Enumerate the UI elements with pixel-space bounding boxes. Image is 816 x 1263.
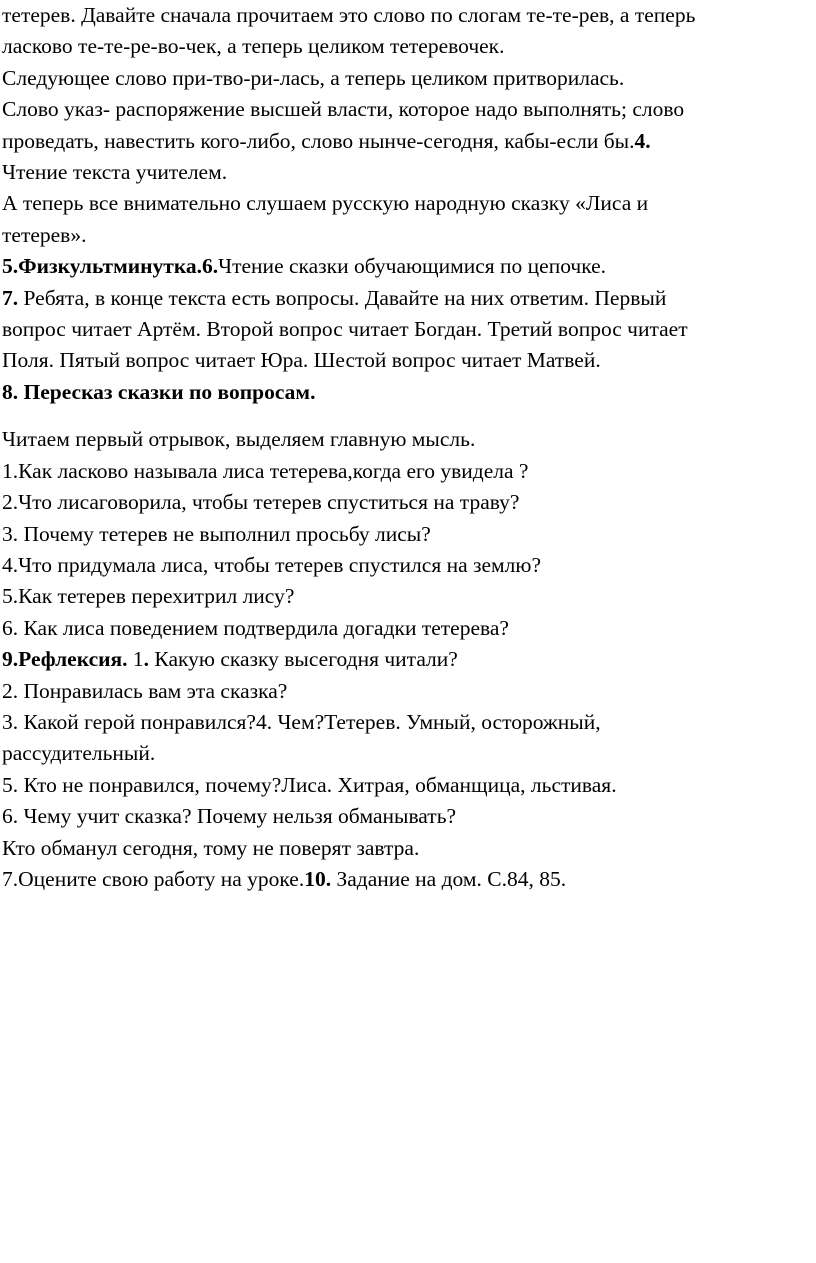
question-item (2, 613, 812, 644)
text-line (2, 707, 812, 738)
text-line (2, 833, 812, 864)
text-span: 5.Как тетерев перехитрил лису? (2, 584, 295, 609)
text-span: 2. Понравилась вам эта сказка? (2, 678, 288, 703)
text-span: Чтение сказки обучающимися по цепочке. (218, 254, 607, 279)
section-heading-5-6: 5.Физкультминутка.6. (2, 254, 219, 279)
question-item (2, 550, 812, 581)
text-line (2, 676, 812, 707)
section-number-4: 4. (634, 128, 651, 153)
text-span: ласково те-те-ре-во-чек, а теперь целиком тетеревочек. (2, 34, 505, 59)
text-line (2, 188, 812, 219)
bold-period: . (143, 647, 150, 672)
text-span: Читаем первый отрывок, выделяем главную мысль. (2, 427, 476, 452)
text-span: 6. Чему учит сказка? Почему нельзя обманывать? (2, 804, 457, 829)
text-line (2, 63, 812, 94)
text-line (2, 801, 812, 832)
question-item (2, 519, 812, 550)
text-line (2, 770, 812, 801)
text-span: Чтение текста учителем. (2, 160, 228, 185)
question-item (2, 456, 812, 487)
heading-text: 8. Пересказ сказки по вопросам. (2, 379, 316, 404)
text-span: Какую сказку высегодня читали? (149, 647, 458, 672)
text-span: 1.Как ласково называла лиса тетерева,когда его увидела ? (2, 458, 529, 483)
section-heading-9: 9.Рефлексия. (2, 647, 128, 672)
text-span: 3. Какой герой понравился?4. Чем?Тетерев. Умный, осторожный, (2, 709, 601, 734)
text-span: 6. Как лиса поведением подтвердила догадки тетерева? (2, 615, 509, 640)
text-line (2, 314, 812, 345)
text-line (2, 345, 812, 376)
text-span: 5. Кто не понравился, почему?Лиса. Хитрая, обманщица, льстивая. (2, 772, 617, 797)
text-line (2, 220, 812, 251)
text-span: А теперь все внимательно слушаем русскую народную сказку «Лиса и (2, 191, 649, 216)
text-line (2, 31, 812, 62)
section-number-10: 10. (304, 866, 332, 891)
text-span: вопрос читает Артём. Второй вопрос читает Богдан. Третий вопрос читает (2, 317, 688, 342)
text-line (2, 424, 812, 455)
section-heading-8 (2, 377, 812, 408)
text-span: проведать, навестить кого-либо, слово нынче-сегодня, кабы-если бы. (2, 128, 635, 153)
text-span: 7.Оцените свою работу на уроке. (2, 866, 305, 891)
question-item (2, 487, 812, 518)
paragraph-gap (2, 408, 812, 424)
text-span: тетерев. Давайте сначала прочитаем это слово по слогам те-те-рев, а теперь (2, 3, 696, 27)
text-line (2, 157, 812, 188)
text-span: Следующее слово при-тво-ри-лась, а теперь целиком притворилась. (2, 65, 625, 90)
text-line (2, 864, 812, 895)
text-span: тетерев». (2, 222, 87, 247)
text-line (2, 738, 812, 769)
text-span: Слово указ- распоряжение высшей власти, которое надо выполнять; слово (2, 97, 685, 122)
text-span: 3. Почему тетерев не выполнил просьбу лисы? (2, 521, 431, 546)
text-span: 4.Что придумала лиса, чтобы тетерев спустился на землю? (2, 552, 541, 577)
text-line (2, 644, 812, 675)
text-line (2, 283, 812, 314)
text-line (2, 126, 812, 157)
question-item (2, 581, 812, 612)
text-line (2, 0, 812, 31)
document-page (2, 0, 812, 895)
text-line (2, 94, 812, 125)
text-span: Поля. Пятый вопрос читает Юра. Шестой вопрос читает Матвей. (2, 348, 601, 373)
text-span: 1 (127, 647, 144, 672)
section-number-7: 7. (2, 285, 19, 310)
text-span: Ребята, в конце текста есть вопросы. Давайте на них ответим. Первый (18, 285, 667, 310)
text-line (2, 251, 812, 282)
text-span: Кто обманул сегодня, тому не поверят завтра. (2, 835, 420, 860)
text-span: рассудительный. (2, 741, 156, 766)
text-span: 2.Что лисаговорила, чтобы тетерев спуститься на траву? (2, 490, 520, 515)
text-span: Задание на дом. С.84, 85. (331, 866, 567, 891)
